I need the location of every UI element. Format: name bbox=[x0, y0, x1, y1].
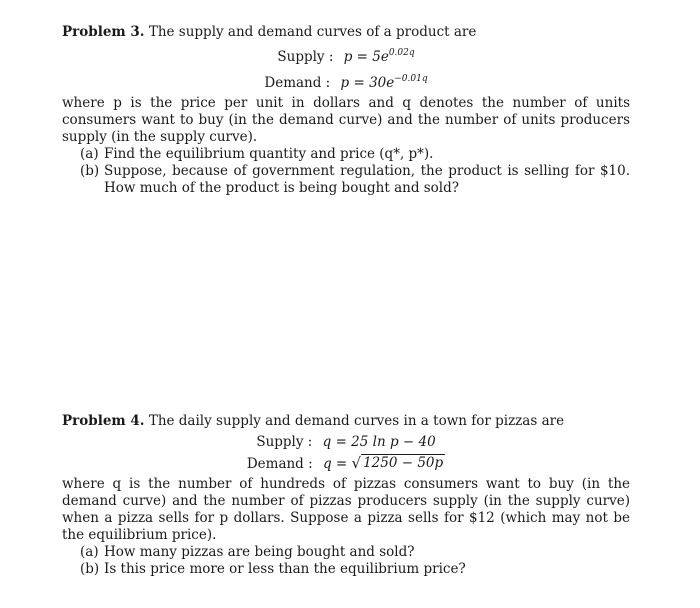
problem-3-parts bbox=[80, 146, 630, 197]
problem-4-parts bbox=[80, 544, 630, 578]
demand-label: Demand : bbox=[264, 75, 331, 91]
demand-exponent: −0.01q bbox=[394, 74, 428, 84]
demand-formula: p = 30e bbox=[340, 75, 395, 91]
part-label: (a) bbox=[80, 544, 99, 560]
problem-4-intro: The daily supply and demand curves in a town for pizzas are bbox=[148, 413, 565, 429]
radicand: 1250 − 50p bbox=[363, 455, 444, 471]
problem-3 bbox=[62, 24, 630, 197]
part-text: How many pizzas are being bought and sold? bbox=[104, 544, 415, 560]
demand-lhs: q = bbox=[322, 456, 348, 472]
problem-4-part-a bbox=[80, 544, 630, 561]
supply-formula: p = 5e bbox=[343, 49, 389, 65]
problem-4-description: where q is the number of hundreds of pizzas consumers want to buy (in the demand curve) and the number of pizzas producers supply (in the supply curve) when a pizza sells for p dollars. Suppose a pizza sells for $12 (which may not be the equilibrium price). bbox=[62, 476, 630, 543]
demand-label: Demand : bbox=[246, 456, 313, 472]
problem-3-intro: The supply and demand curves of a product are bbox=[148, 24, 477, 40]
problem-3-intro-line bbox=[62, 24, 630, 41]
part-text: Is this price more or less than the equilibrium price? bbox=[104, 561, 466, 577]
radical-sign-icon: √ bbox=[351, 454, 362, 472]
problem-4 bbox=[62, 413, 630, 578]
problem-4-heading: Problem 4. bbox=[62, 413, 145, 429]
part-text: Find the equilibrium quantity and price (q*, p*). bbox=[104, 146, 434, 162]
square-root bbox=[352, 454, 446, 471]
supply-label: Supply : bbox=[277, 49, 334, 65]
problem-3-part-b bbox=[80, 163, 630, 197]
problem-4-intro-line bbox=[62, 413, 630, 430]
supply-label: Supply : bbox=[256, 434, 313, 450]
problem-3-supply-equation bbox=[62, 43, 630, 67]
part-label: (a) bbox=[80, 146, 99, 162]
problem-4-part-b bbox=[80, 561, 630, 578]
problem-3-heading: Problem 3. bbox=[62, 24, 145, 40]
supply-formula: q = 25 ln p − 40 bbox=[322, 434, 436, 450]
part-label: (b) bbox=[80, 163, 100, 179]
problem-3-description: where p is the price per unit in dollars and q denotes the number of units consumers want to buy (in the demand curve) and the number of units producers supply (in the supply curve). bbox=[62, 95, 630, 145]
part-label: (b) bbox=[80, 561, 100, 577]
problem-3-demand-equation bbox=[62, 69, 630, 93]
part-text: Suppose, because of government regulation, the product is selling for $10. How much of the product is being bought and sold? bbox=[104, 163, 630, 196]
problem-4-demand-equation bbox=[62, 454, 630, 474]
problem-4-supply-equation bbox=[62, 432, 630, 452]
supply-exponent: 0.02q bbox=[388, 48, 415, 58]
problem-3-part-a bbox=[80, 146, 630, 163]
